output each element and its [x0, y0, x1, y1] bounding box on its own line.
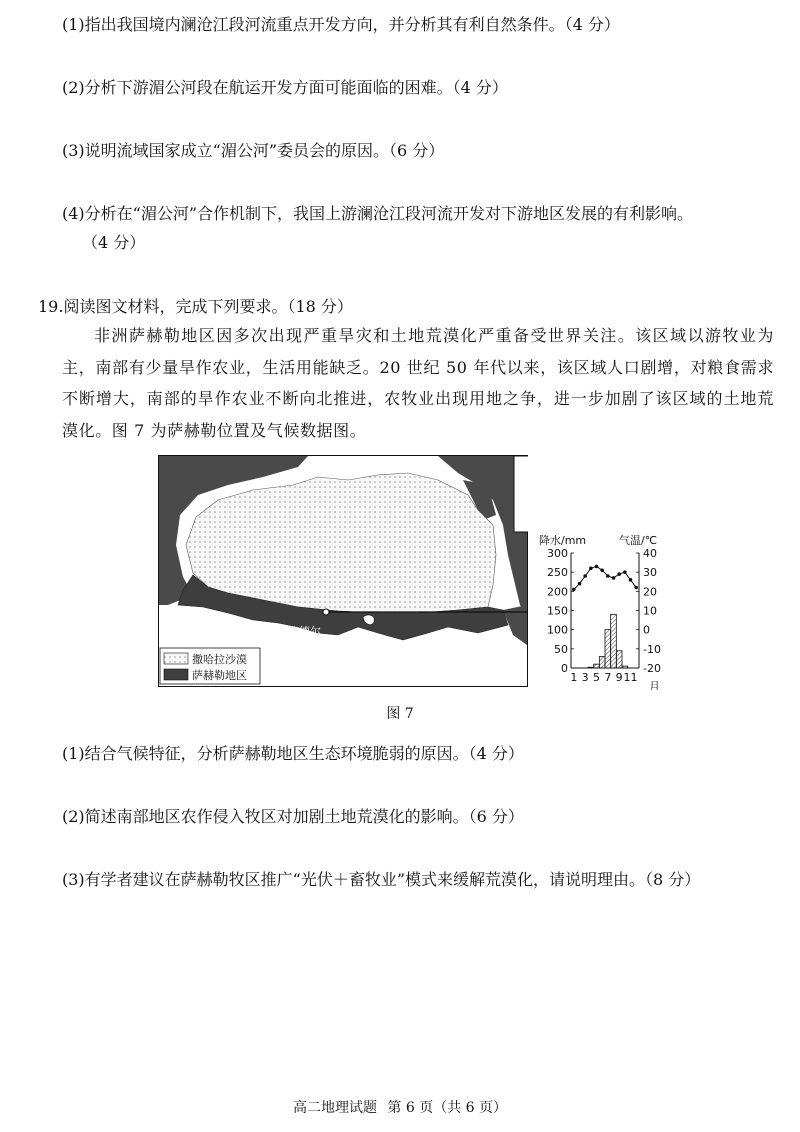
- temp-axis-label: 气温/℃: [619, 534, 658, 547]
- precip-tick-label: 0: [561, 662, 568, 675]
- temp-point: [572, 588, 576, 592]
- temp-point: [595, 565, 599, 569]
- temp-point: [578, 582, 582, 586]
- x-tick-label: 1: [570, 671, 578, 684]
- temp-line: [574, 566, 636, 589]
- x-tick-label: 7: [604, 671, 612, 684]
- precip-bar: [588, 667, 594, 668]
- question-top-3: (3)说明流域国家成立“湄公河”委员会的原因。（6 分）: [62, 141, 445, 160]
- climate-chart: [535, 530, 675, 690]
- precip-bar: [594, 664, 600, 668]
- precip-bar: [599, 657, 605, 669]
- x-tick-label: 11: [623, 671, 638, 684]
- precip-tick-label: 100: [547, 623, 568, 637]
- x-tick-label: 5: [593, 671, 600, 684]
- question-top-1: (1)指出我国境内澜沧江段河流重点开发方向，并分析其有利自然条件。（4 分）: [62, 15, 620, 34]
- precip-tick-label: 150: [547, 604, 568, 618]
- temp-point: [606, 574, 610, 578]
- precip-tick-label: 300: [547, 547, 568, 560]
- q19-question-2: (2)简述南部地区农作侵入牧区对加剧土地荒漠化的影响。（6 分）: [62, 807, 524, 826]
- question-top-4-score: （4 分）: [82, 233, 146, 252]
- precip-tick-label: 200: [547, 585, 568, 599]
- precip-bar: [622, 666, 628, 668]
- legend-sahara-label: 撒哈拉沙漠: [192, 653, 247, 666]
- q19-paragraph: 非洲萨赫勒地区因多次出现严重旱灾和土地荒漠化严重备受世界关注。该区域以游牧业为主，南部有少量旱作农业，生活用能缺乏。20 世纪 50 年代以来，该区域人口剧增，对粮食需求不断增大，南部的旱作农业不断向北推进，农牧业出现用地之争，进一步加剧了该区域的土地荒漠化。图 7 为萨赫勒位置及气候数据图。: [62, 326, 774, 440]
- q19-question-3: (3)有学者建议在萨赫勒牧区推广“光伏＋畜牧业”模式来缓解荒漠化，请说明理由。（8 分）: [62, 870, 701, 889]
- temp-tick-label: 10: [643, 604, 657, 618]
- temp-point: [583, 574, 587, 578]
- x-axis-unit: 月: [649, 680, 660, 690]
- question-top-4: (4)分析在“湄公河”合作机制下，我国上游澜沧江段河流开发对下游地区发展的有利影响。: [62, 204, 694, 223]
- temp-point: [612, 576, 616, 580]
- temp-point: [629, 578, 633, 582]
- figure-caption: 图 7: [386, 706, 414, 722]
- legend-sahara-swatch: [164, 653, 188, 664]
- temp-tick-label: 20: [643, 585, 657, 599]
- temp-point: [600, 568, 604, 572]
- zinder-label: 津德尔: [288, 625, 321, 638]
- precip-bar: [611, 614, 617, 668]
- precip-axis-label: 降水/mm: [539, 534, 587, 547]
- legend-sahel-swatch: [164, 669, 188, 680]
- temp-tick-label: 0: [643, 623, 650, 637]
- temp-point: [589, 567, 593, 571]
- precip-bar: [616, 651, 622, 668]
- q19-heading: 19.阅读图文材料，完成下列要求。（18 分）: [38, 297, 353, 316]
- inset-map-frame: [514, 456, 528, 532]
- question-top-2: (2)分析下游湄公河段在航运开发方面可能面临的困难。（4 分）: [62, 78, 508, 97]
- x-tick-label: 9: [615, 671, 623, 684]
- footer-subject: 高二地理试题: [292, 1100, 377, 1116]
- temp-point: [634, 586, 638, 590]
- zinder-dot: [323, 609, 329, 615]
- temp-point: [617, 572, 621, 576]
- precip-tick-label: 250: [547, 566, 568, 580]
- temp-tick-label: -10: [643, 642, 661, 656]
- temp-tick-label: 40: [643, 547, 657, 560]
- temp-point: [623, 570, 627, 574]
- temp-tick-label: -20: [643, 662, 661, 675]
- sahel-map: [158, 455, 528, 687]
- footer-page: 第 6 页（共 6 页）: [387, 1100, 508, 1116]
- q19-question-1: (1)结合气候特征，分析萨赫勒地区生态环境脆弱的原因。（4 分）: [62, 744, 524, 763]
- precip-tick-label: 50: [554, 642, 568, 656]
- temp-tick-label: 30: [643, 566, 657, 580]
- precip-bar: [605, 630, 611, 668]
- x-tick-label: 3: [581, 671, 589, 684]
- legend-sahel-label: 萨赫勒地区: [192, 669, 247, 682]
- page-footer: [0, 1097, 800, 1117]
